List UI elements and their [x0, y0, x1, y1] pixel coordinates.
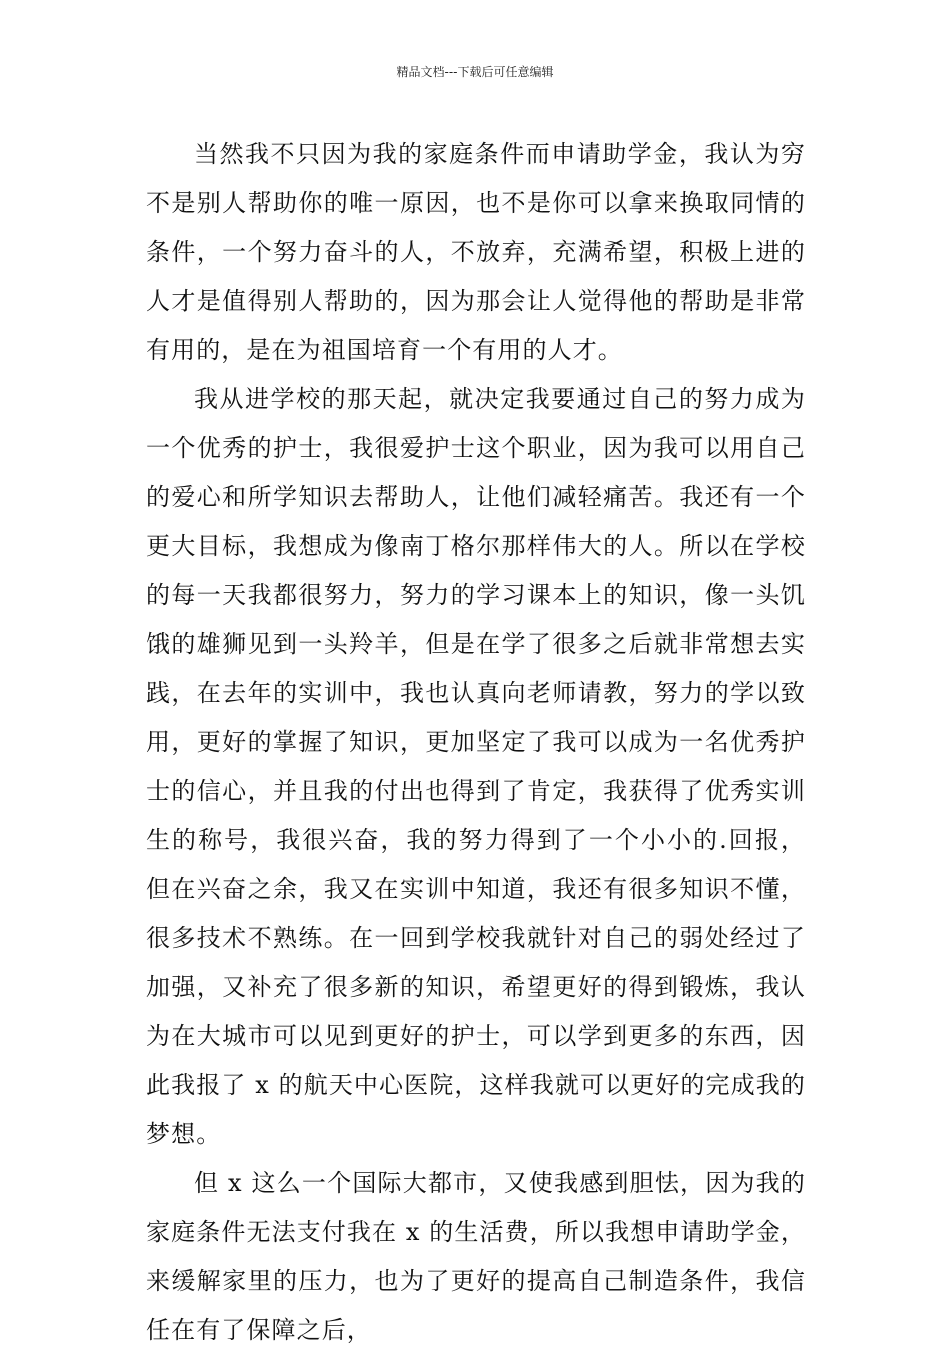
paragraph-1: 当然我不只因为我的家庭条件而申请助学金，我认为穷不是别人帮助你的唯一原因，也不是你可以拿来换取同情的条件，一个努力奋斗的人，不放弃，充满希望，积极上进的人才是值得别人帮助的，因为那会让人觉得他的帮助是非常有用的，是在为祖国培育一个有用的人才。	[146, 140, 806, 364]
document-body	[146, 130, 806, 1355]
paragraph-3: 但 x 这么一个国际大都市，又使我感到胆怯，因为我的家庭条件无法支付我在 x 的生活费，所以我想申请助学金，来缓解家里的压力，也为了更好的提高自己制造条件，我信任在有了保障之后，	[146, 1169, 806, 1344]
page-header: 精品文档---下载后可任意编辑	[396, 65, 554, 79]
paragraph-2: 我从进学校的那天起，就决定我要通过自己的努力成为一个优秀的护士，我很爱护士这个职业，因为我可以用自己的爱心和所学知识去帮助人，让他们减轻痛苦。我还有一个更大目标，我想成为像南丁格尔那样伟大的人。所以在学校的每一天我都很努力，努力的学习课本上的知识，像一头饥饿的雄狮见到一头羚羊，但是在学了很多之后就非常想去实践，在去年的实训中，我也认真向老师请教，努力的学以致用，更好的掌握了知识，更加坚定了我可以成为一名优秀护士的信心，并且我的付出也得到了肯定，我获得了优秀实训生的称号，我很兴奋，我的努力得到了一个小小的.回报，但在兴奋之余，我又在实训中知道，我还有很多知识不懂，很多技术不熟练。在一回到学校我就针对自己的弱处经过了加强，又补充了很多新的知识，希望更好的得到锻炼，我认为在大城市可以见到更好的护士，可以学到更多的东西，因此我报了 x 的航天中心医院，这样我就可以更好的完成我的梦想。	[146, 385, 806, 1148]
